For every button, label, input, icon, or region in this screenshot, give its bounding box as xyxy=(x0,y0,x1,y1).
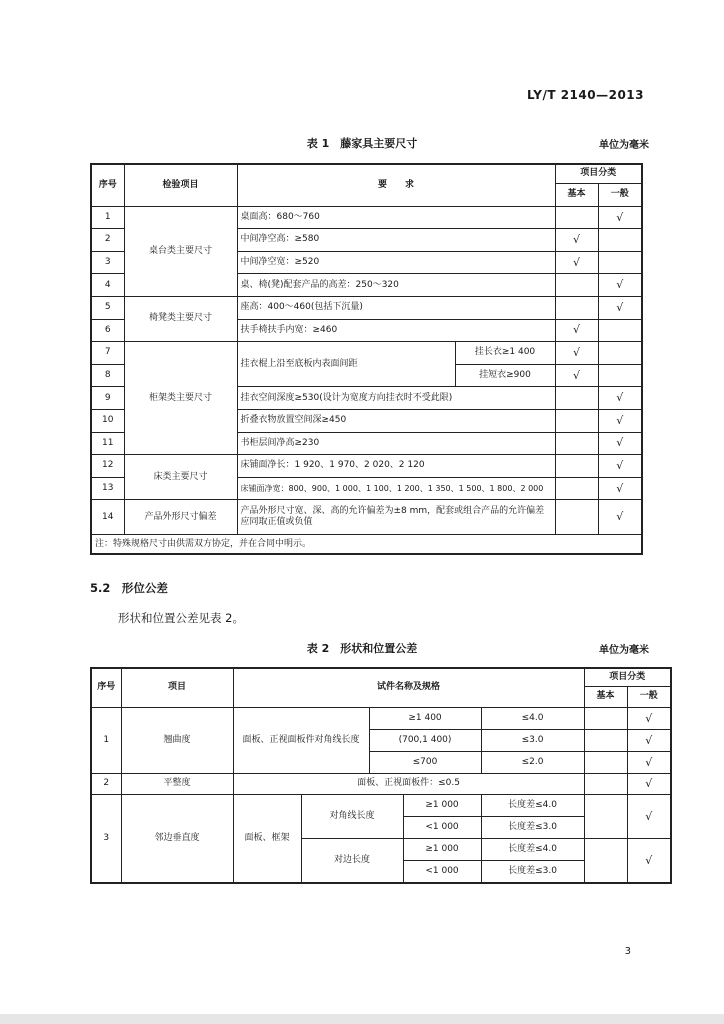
check-general xyxy=(598,342,642,365)
row-req: 产品外形尺寸宽、深、高的允许偏差为±8 mm，配套或组合产品的允许偏差应同取正值或负值 xyxy=(237,500,555,535)
check-general xyxy=(598,229,642,252)
check-general xyxy=(598,251,642,274)
row-req: 桌、椅(凳)配套产品的高差：250～320 xyxy=(237,274,555,297)
row-req: 扶手椅扶手内宽：≥460 xyxy=(237,319,555,342)
row-no: 1 xyxy=(91,708,121,774)
check-basic xyxy=(555,206,598,229)
tolerance-value: 长度差≤3.0 xyxy=(481,817,584,839)
table-row xyxy=(91,774,671,795)
row-no: 14 xyxy=(91,500,124,535)
table2-caption: 表 2 形状和位置公差 xyxy=(306,642,418,655)
check-general: √ xyxy=(598,274,642,297)
check-basic: √ xyxy=(555,364,598,387)
row-req: 挂衣空间深度≥530(设计为宽度方向挂衣时不受此限) xyxy=(237,387,555,410)
t1-header-general: 一般 xyxy=(598,184,642,207)
row-item: 翘曲度 xyxy=(121,708,233,774)
group-label: 床类主要尺寸 xyxy=(124,455,237,500)
row-req: 桌面高：680～760 xyxy=(237,206,555,229)
row-no: 3 xyxy=(91,795,121,884)
row-spec: 面板、正视面板件：≤0.5 xyxy=(233,774,584,795)
row-no: 4 xyxy=(91,274,124,297)
t1-header-item: 检验项目 xyxy=(124,164,237,206)
row-req: 中间净空宽：≥520 xyxy=(237,251,555,274)
page-number: 3 xyxy=(624,946,631,957)
range-value: <1 000 xyxy=(403,861,481,884)
row-part: 面板、框架 xyxy=(233,795,301,884)
check-basic xyxy=(584,708,627,730)
row-item: 邻边垂直度 xyxy=(121,795,233,884)
check-basic xyxy=(584,774,627,795)
check-basic: √ xyxy=(555,251,598,274)
check-basic xyxy=(555,409,598,432)
diag-label: 对角线长度 xyxy=(301,795,403,839)
check-general: √ xyxy=(627,839,671,884)
check-basic xyxy=(584,752,627,774)
row-item: 平整度 xyxy=(121,774,233,795)
t1-header-req: 要 求 xyxy=(237,164,555,206)
check-basic xyxy=(555,296,598,319)
row-no: 7 xyxy=(91,342,124,365)
check-basic xyxy=(584,795,627,839)
row-part: 面板、正视面板件对角线长度 xyxy=(233,708,369,774)
row-req: 座高：400～460(包括下沉量) xyxy=(237,296,555,319)
check-general: √ xyxy=(627,774,671,795)
check-general: √ xyxy=(598,409,642,432)
group-label: 产品外形尺寸偏差 xyxy=(124,500,237,535)
t1-header-basic: 基本 xyxy=(555,184,598,207)
table2 xyxy=(90,667,672,884)
range-value: ≥1 000 xyxy=(403,795,481,817)
row-no: 2 xyxy=(91,229,124,252)
row-req: 床铺面净宽：800、900、1 000、1 100、1 200、1 350、1 500、1 800、2 000 xyxy=(237,477,555,500)
row-no: 13 xyxy=(91,477,124,500)
tolerance-value: ≤4.0 xyxy=(481,708,584,730)
table1-unit: 单位为毫米 xyxy=(599,140,649,151)
group-label: 柜架类主要尺寸 xyxy=(124,342,237,455)
t2-header-cat: 项目分类 xyxy=(584,668,671,687)
table-row xyxy=(91,296,642,319)
check-general: √ xyxy=(627,708,671,730)
table2-unit: 单位为毫米 xyxy=(599,645,649,656)
section-title: 5.2 形位公差 xyxy=(90,581,168,595)
range-value: <1 000 xyxy=(403,817,481,839)
row-no: 12 xyxy=(91,455,124,478)
row-req: 书柜层间净高≥230 xyxy=(237,432,555,455)
check-general xyxy=(598,319,642,342)
row-req: 床铺面净长：1 920、1 970、2 020、2 120 xyxy=(237,455,555,478)
t2-header-general: 一般 xyxy=(627,687,671,708)
tolerance-value: ≤3.0 xyxy=(481,730,584,752)
row-no: 1 xyxy=(91,206,124,229)
table-row xyxy=(91,342,642,365)
check-general xyxy=(598,364,642,387)
table-row xyxy=(91,206,642,229)
group-label: 桌台类主要尺寸 xyxy=(124,206,237,296)
check-basic xyxy=(555,455,598,478)
check-basic: √ xyxy=(555,229,598,252)
range-value: (700,1 400) xyxy=(369,730,481,752)
check-general: √ xyxy=(598,455,642,478)
t2-header-no: 序号 xyxy=(91,668,121,708)
check-basic: √ xyxy=(555,342,598,365)
row-no: 6 xyxy=(91,319,124,342)
section-paragraph: 形状和位置公差见表 2。 xyxy=(118,611,244,625)
tolerance-value: 长度差≤3.0 xyxy=(481,861,584,884)
range-value: ≥1 000 xyxy=(403,839,481,861)
check-basic xyxy=(584,730,627,752)
hang-label: 挂衣棍上沿至底板内表面间距 xyxy=(237,342,455,387)
tolerance-value: 长度差≤4.0 xyxy=(481,839,584,861)
row-req: 折叠衣物放置空间深≥450 xyxy=(237,409,555,432)
check-basic xyxy=(555,477,598,500)
check-basic xyxy=(555,387,598,410)
check-basic xyxy=(555,432,598,455)
check-basic xyxy=(555,274,598,297)
check-general: √ xyxy=(598,206,642,229)
check-general: √ xyxy=(598,477,642,500)
row-no: 5 xyxy=(91,296,124,319)
row-no: 3 xyxy=(91,251,124,274)
check-general: √ xyxy=(598,432,642,455)
check-basic xyxy=(555,500,598,535)
page-bottom-edge xyxy=(0,1014,724,1024)
check-basic xyxy=(584,839,627,884)
t1-header-no: 序号 xyxy=(91,164,124,206)
check-general: √ xyxy=(598,296,642,319)
range-value: ≤700 xyxy=(369,752,481,774)
row-no: 10 xyxy=(91,409,124,432)
row-req: 挂长衣≥1 400 xyxy=(455,342,555,365)
row-no: 8 xyxy=(91,364,124,387)
standard-code: LY/T 2140—2013 xyxy=(526,88,644,102)
tolerance-value: ≤2.0 xyxy=(481,752,584,774)
row-no: 2 xyxy=(91,774,121,795)
t2-header-spec: 试件名称及规格 xyxy=(233,668,584,708)
t1-header-cat: 项目分类 xyxy=(555,164,642,184)
row-req: 挂短衣≥900 xyxy=(455,364,555,387)
table-row xyxy=(91,795,671,817)
t2-header-item: 项目 xyxy=(121,668,233,708)
tolerance-value: 长度差≤4.0 xyxy=(481,795,584,817)
table-note-row xyxy=(91,535,642,555)
range-value: ≥1 400 xyxy=(369,708,481,730)
row-no: 9 xyxy=(91,387,124,410)
check-general: √ xyxy=(627,730,671,752)
table-row xyxy=(91,500,642,535)
row-no: 11 xyxy=(91,432,124,455)
group-label: 椅凳类主要尺寸 xyxy=(124,296,237,341)
side-label: 对边长度 xyxy=(301,839,403,884)
table-row xyxy=(91,455,642,478)
t2-header-basic: 基本 xyxy=(584,687,627,708)
row-req: 中间净空高：≥580 xyxy=(237,229,555,252)
check-basic: √ xyxy=(555,319,598,342)
check-general: √ xyxy=(627,752,671,774)
check-general: √ xyxy=(627,795,671,839)
table1-caption: 表 1 藤家具主要尺寸 xyxy=(306,137,418,150)
check-general: √ xyxy=(598,500,642,535)
table-row xyxy=(91,708,671,730)
table1 xyxy=(90,163,643,555)
check-general: √ xyxy=(598,387,642,410)
table1-note: 注：特殊规格尺寸由供需双方协定，并在合同中明示。 xyxy=(91,535,642,555)
